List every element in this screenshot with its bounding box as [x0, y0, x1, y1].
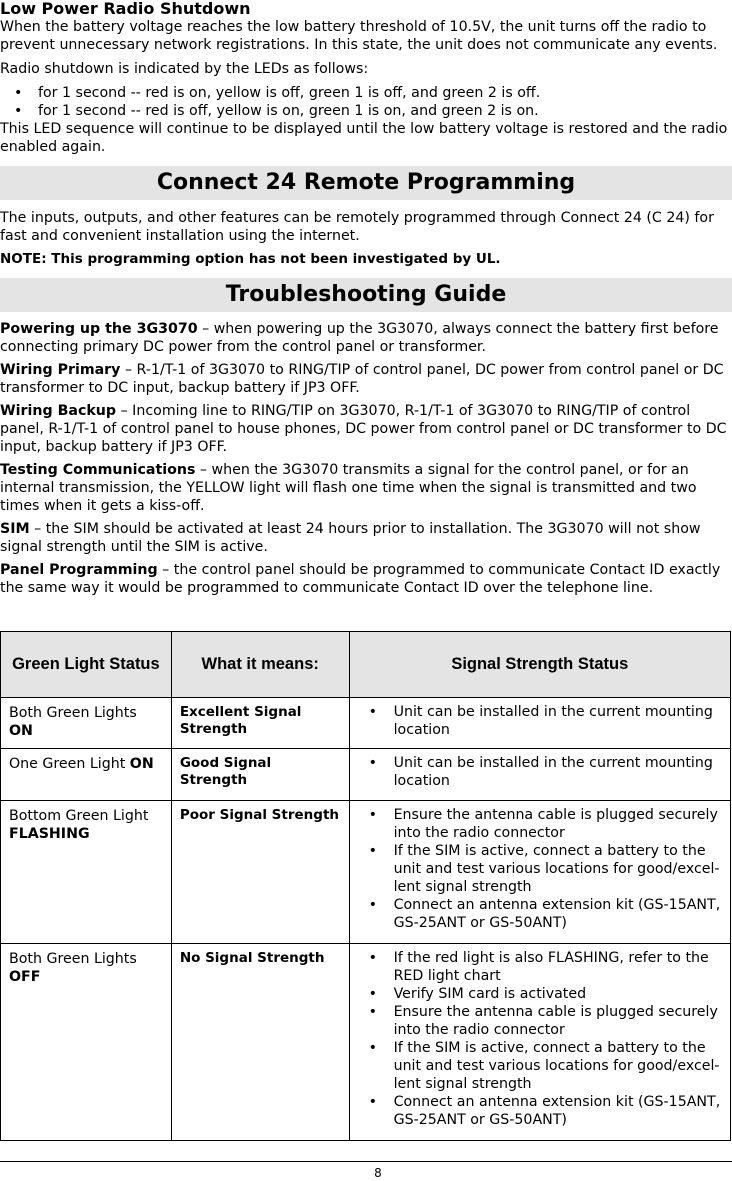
status-text: One Green Light	[9, 756, 130, 772]
list-item: • Connect an antenna extension kit (GS-15ANT, GS-25ANT or GS-50ANT)	[356, 1093, 724, 1129]
list-item: • for 1 second -- red is off, yellow is on, green 1 is on, and green 2 is on.	[0, 102, 730, 120]
actions-cell	[349, 801, 730, 944]
status-state: OFF	[9, 969, 41, 985]
trouble-item-lead: Wiring Backup	[0, 403, 117, 419]
actions-cell	[349, 944, 730, 1141]
column-header-signal-strength-status: Signal Strength Status	[349, 632, 730, 698]
page-number: 8	[374, 1166, 382, 1180]
meaning-cell: Excellent Signal Strength	[171, 698, 349, 749]
green-light-status-cell	[1, 749, 172, 801]
led-sequence-list	[0, 84, 730, 120]
list-item: • Verify SIM card is activated	[356, 985, 724, 1003]
status-text: Both Green Lights	[9, 705, 137, 721]
trouble-item-text: – when powering up the 3G3070, always connect the battery first before connecting primary DC power from the control panel or transformer.	[0, 321, 719, 355]
list-item: • If the SIM is active, connect a battery to the unit and test various locations for good/excel-lent signal strength	[356, 842, 724, 896]
trouble-item-text: – R-1/T-1 of 3G3070 to RING/TIP of control panel, DC power from control panel or DC transformer to DC input, backup battery if JP3 OFF.	[0, 362, 724, 396]
low-power-section	[0, 18, 730, 156]
green-light-status-cell	[1, 801, 172, 944]
trouble-item-text: – when the 3G3070 transmits a signal for the control panel, or for an internal transmission, the YELLOW light will flash one time when the signal is transmitted and two times when it gets a kiss-off.	[0, 462, 697, 514]
trouble-item-lead: Wiring Primary	[0, 362, 121, 378]
meaning-cell: Good Signal Strength	[171, 749, 349, 801]
trouble-item-lead: Panel Programming	[0, 562, 158, 578]
actions-list	[356, 703, 724, 739]
list-item: • for 1 second -- red is on, yellow is off, green 1 is off, and green 2 is off.	[0, 84, 730, 102]
low-power-para-3: This LED sequence will continue to be displayed until the low battery voltage is restored and the radio enabled again.	[0, 121, 728, 155]
remote-para-1: The inputs, outputs, and other features can be remotely programmed through Connect 24 (C 24) for fast and convenient installation using the internet.	[0, 210, 714, 244]
signal-strength-table	[0, 631, 731, 1141]
column-header-what-it-means: What it means:	[171, 632, 349, 698]
footer-divider	[0, 1161, 732, 1162]
table-row	[1, 801, 731, 944]
troubleshooting-section	[0, 320, 730, 597]
table-header-row	[1, 632, 731, 698]
actions-list	[356, 806, 724, 932]
trouble-item-sim	[0, 520, 730, 556]
meaning-cell: Poor Signal Strength	[171, 801, 349, 944]
table-row	[1, 698, 731, 749]
trouble-item-testing-communications	[0, 461, 730, 515]
list-item: • If the SIM is active, connect a battery to the unit and test various locations for good/excel-lent signal strength	[356, 1039, 724, 1093]
list-item: • Unit can be installed in the current mounting location	[356, 703, 724, 739]
actions-cell	[349, 749, 730, 801]
ul-note: NOTE: This programming option has not been investigated by UL.	[0, 251, 501, 267]
trouble-item-wiring-backup	[0, 402, 730, 456]
actions-list	[356, 754, 724, 790]
status-state: ON	[129, 756, 154, 772]
list-item: • Unit can be installed in the current mounting location	[356, 754, 724, 790]
trouble-item-text: – Incoming line to RING/TIP on 3G3070, R-1/T-1 of 3G3070 to RING/TIP of control panel, R-1/T-1 of control panel to house phones, DC power from control panel or DC transformer to DC input, backup battery if JP3 OFF.	[0, 403, 727, 455]
status-state: FLASHING	[9, 826, 90, 842]
green-light-status-cell	[1, 698, 172, 749]
actions-cell	[349, 698, 730, 749]
remote-programming-section	[0, 209, 730, 268]
list-item: • If the red light is also FLASHING, refer to the RED light chart	[356, 949, 724, 985]
remote-programming-heading: Connect 24 Remote Programming	[0, 166, 732, 200]
column-header-green-light-status: Green Light Status	[1, 632, 172, 698]
trouble-item-lead: SIM	[0, 521, 30, 537]
low-power-para-2: Radio shutdown is indicated by the LEDs as follows:	[0, 61, 369, 77]
trouble-item-text: – the SIM should be activated at least 24 hours prior to installation. The 3G3070 will not show signal strength until the SIM is active.	[0, 521, 701, 555]
list-item: • Connect an antenna extension kit (GS-15ANT, GS-25ANT or GS-50ANT)	[356, 896, 724, 932]
table-row	[1, 944, 731, 1141]
status-state: ON	[9, 723, 33, 739]
status-text: Both Green Lights	[9, 951, 137, 967]
trouble-item-text: – the control panel should be programmed to communicate Contact ID exactly the same way it would be programmed to communicate Contact ID over the telephone line.	[0, 562, 721, 596]
trouble-item-lead: Powering up the 3G3070	[0, 321, 198, 337]
trouble-item-power-up	[0, 320, 730, 356]
trouble-item-wiring-primary	[0, 361, 730, 397]
list-item: • Ensure the antenna cable is plugged securely into the radio connector	[356, 806, 724, 842]
trouble-item-lead: Testing Communications	[0, 462, 196, 478]
trouble-item-panel-programming	[0, 561, 730, 597]
status-text: Bottom Green Light	[9, 808, 149, 824]
meaning-cell: No Signal Strength	[171, 944, 349, 1141]
troubleshooting-heading: Troubleshooting Guide	[0, 278, 732, 312]
actions-list	[356, 949, 724, 1129]
list-item: • Ensure the antenna cable is plugged securely into the radio connector	[356, 1003, 724, 1039]
low-power-heading: Low Power Radio Shutdown	[0, 0, 251, 18]
green-light-status-cell	[1, 944, 172, 1141]
low-power-para-1: When the battery voltage reaches the low battery threshold of 10.5V, the unit turns off the radio to prevent unnecessary network registrations. In this state, the unit does not communicate any events.	[0, 19, 718, 53]
table-row	[1, 749, 731, 801]
